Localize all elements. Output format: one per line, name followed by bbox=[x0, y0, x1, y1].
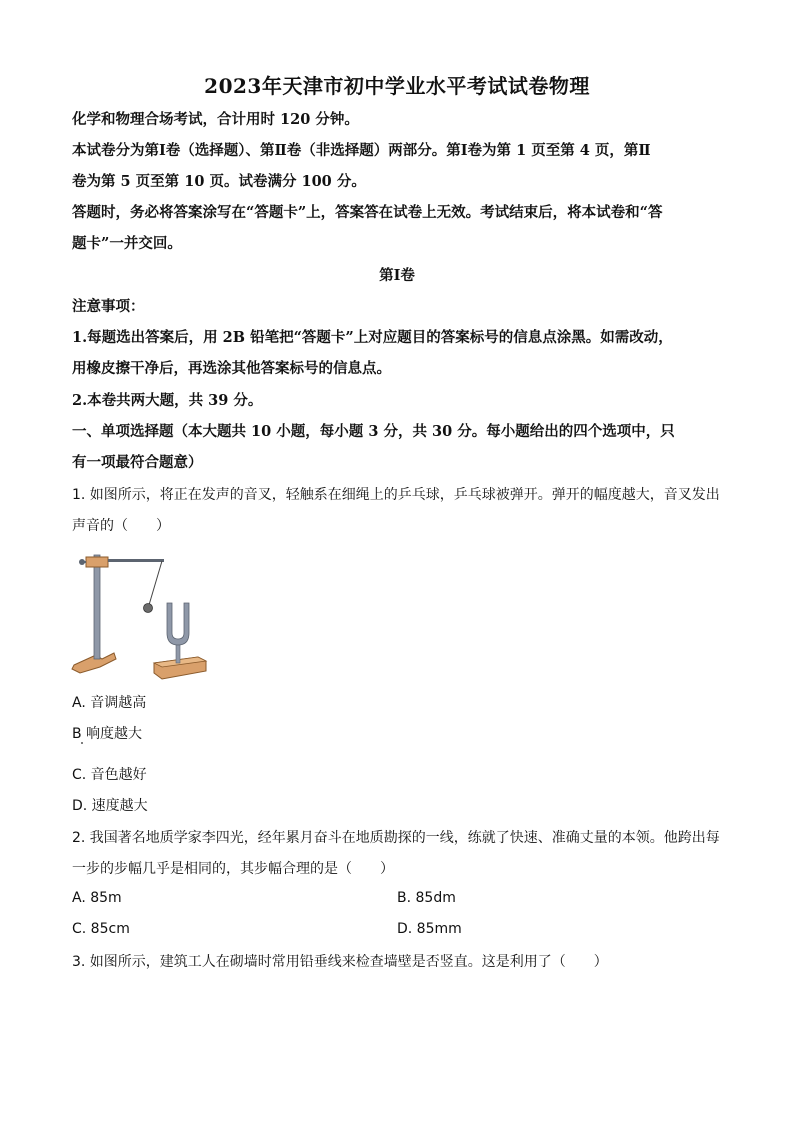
q1-option-b: B 响度越大 bbox=[72, 726, 143, 742]
q1-option-c: C. 音色越好 bbox=[72, 767, 147, 783]
section-title: 第Ⅰ卷 bbox=[379, 267, 415, 284]
note-line-1: 1.每题选出答案后，用 2B 铅笔把“答题卡”上对应题目的答案标号的信息点涂黑。如需改动， bbox=[72, 329, 673, 346]
string bbox=[149, 561, 162, 605]
q2-option-d: D. 85mm bbox=[397, 921, 462, 937]
clamp-block bbox=[86, 557, 108, 567]
q1-stem-line-1: 1. 如图所示，将正在发声的音叉，轻触系在细绳上的乒乓球，乒乓球被弹开。弹开的幅度越大，音叉发出 bbox=[72, 487, 720, 503]
part-heading-line-2: 有一项最符合题意） bbox=[72, 454, 203, 471]
q1-option-a: A. 音调越高 bbox=[72, 695, 147, 711]
intro-line-2: 本试卷分为第Ⅰ卷（选择题）、第Ⅱ卷（非选择题）两部分。第Ⅰ卷为第 1 页至第 4 页，第Ⅱ bbox=[72, 142, 651, 159]
intro-line-1: 化学和物理合场考试，合计用时 120 分钟。 bbox=[72, 111, 359, 128]
q3-stem-line-1: 3. 如图所示，建筑工人在砌墙时常用铅垂线来检查墙壁是否竖直。这是利用了（ ） bbox=[72, 954, 608, 970]
part-heading-line-1: 一、单项选择题（本大题共 10 小题，每小题 3 分，共 30 分。每小题给出的四个选项中，只 bbox=[72, 423, 675, 440]
intro-line-4: 答题时，务必将答案涂写在“答题卡”上，答案答在试卷上无效。考试结束后，将本试卷和“答 bbox=[72, 204, 663, 221]
note-line-3: 2.本卷共两大题，共 39 分。 bbox=[72, 392, 263, 409]
q2-option-c: C. 85cm bbox=[72, 921, 130, 937]
tuning-fork-figure bbox=[70, 545, 212, 680]
stand-arm bbox=[108, 559, 164, 562]
q1-option-d: D. 速度越大 bbox=[72, 798, 148, 814]
q2-stem-line-2: 一步的步幅几乎是相同的，其步幅合理的是（ ） bbox=[72, 861, 394, 877]
intro-line-3: 卷为第 5 页至第 10 页。试卷满分 100 分。 bbox=[72, 173, 366, 190]
q1-stem-line-2: 声音的（ ） bbox=[72, 518, 170, 534]
ping-pong-ball bbox=[144, 604, 153, 613]
q2-option-a: A. 85m bbox=[72, 890, 122, 906]
q2-option-b: B. 85dm bbox=[397, 890, 456, 906]
notes-heading: 注意事项： bbox=[72, 298, 145, 315]
tuning-fork bbox=[167, 603, 189, 645]
page-title: 2023年天津市初中学业水平考试试卷物理 bbox=[204, 74, 590, 98]
stand-rod bbox=[94, 555, 100, 659]
stray-dot bbox=[81, 742, 83, 744]
intro-line-5: 题卡”一并交回。 bbox=[72, 235, 182, 252]
note-line-2: 用橡皮擦干净后，再选涂其他答案标号的信息点。 bbox=[72, 360, 391, 377]
q2-stem-line-1: 2. 我国著名地质学家李四光，经年累月奋斗在地质勘探的一线，练就了快速、准确丈量的本领。他跨出每 bbox=[72, 830, 720, 846]
